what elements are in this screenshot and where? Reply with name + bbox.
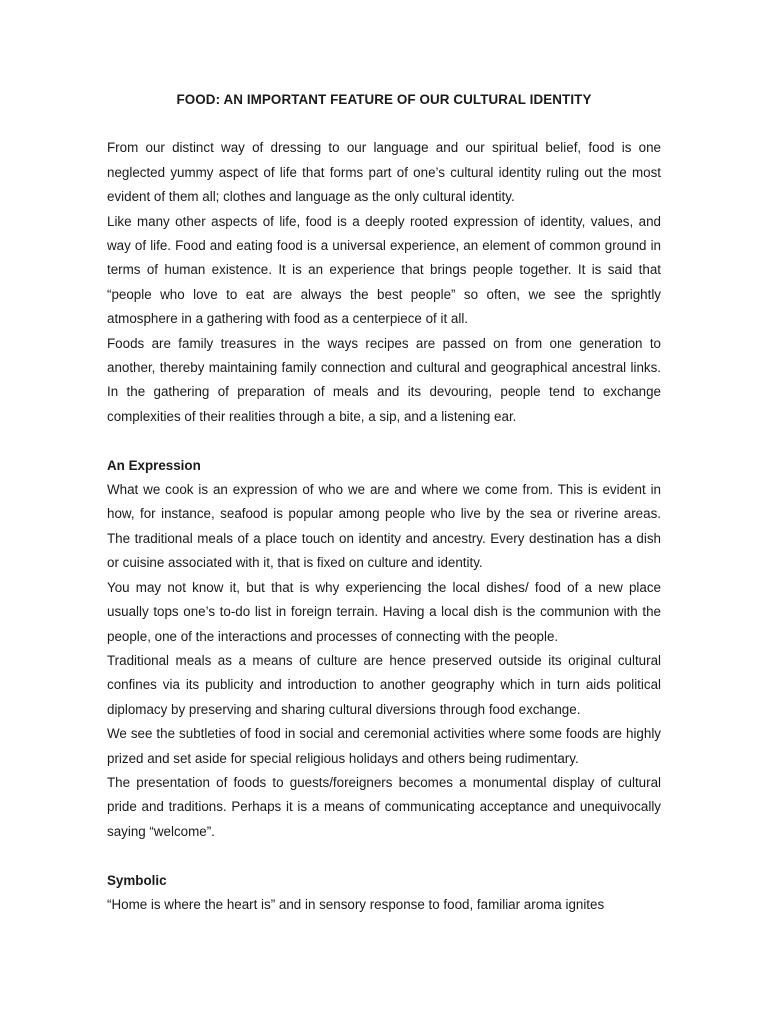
document-title: FOOD: AN IMPORTANT FEATURE OF OUR CULTURAL IDENTITY bbox=[176, 92, 592, 107]
section-paragraph: You may not know it, but that is why experiencing the local dishes/ food of a new place usually tops one’s to-do list in foreign terrain. Having a local dish is the communion with the people, one of the interactions and processes of connecting with the people. bbox=[107, 579, 661, 644]
section-paragraph: What we cook is an expression of who we are and where we come from. This is evident in how, for instance, seafood is popular among people who live by the sea or riverine areas. The traditional meals of a place touch on identity and ancestry. Every destination has a dish or cuisine associated with it, that is fixed on culture and identity. bbox=[107, 482, 661, 571]
section-paragraph: We see the subtleties of food in social and ceremonial activities where some foods are highly prized and set aside for special religious holidays and others being rudimentary. bbox=[107, 726, 661, 766]
document-page bbox=[107, 88, 661, 917]
section-heading-symbolic: Symbolic bbox=[107, 872, 167, 888]
intro-paragraph: Foods are family treasures in the ways recipes are passed on from one generation to another, thereby maintaining family connection and cultural and geographical ancestral links. In the gathering of preparation of meals and its devouring, people tend to exchange complexities of their realities through a bite, a sip, and a listening ear. bbox=[107, 335, 661, 424]
section-paragraph: Traditional meals as a means of culture are hence preserved outside its original cultural confines via its publicity and introduction to another geography which in turn aids political diplomacy by preserving and sharing cultural diversions through food exchange. bbox=[107, 652, 661, 717]
section-paragraph: The presentation of foods to guests/foreigners becomes a monumental display of cultural pride and traditions. Perhaps it is a means of communicating acceptance and unequivocally saying “welcome”. bbox=[107, 774, 661, 839]
intro-paragraph: Like many other aspects of life, food is a deeply rooted expression of identity, values, and way of life. Food and eating food is a universal experience, an element of common ground in terms of human existence. It is an experience that brings people together. It is said that “people who love to eat are always the best people” so often, we see the sprightly atmosphere in a gathering with food as a centerpiece of it all. bbox=[107, 213, 661, 327]
section-paragraph: “Home is where the heart is” and in sensory response to food, familiar aroma ignites bbox=[107, 896, 605, 912]
section-heading-an-expression: An Expression bbox=[107, 457, 201, 473]
intro-paragraph: From our distinct way of dressing to our language and our spiritual belief, food is one neglected yummy aspect of life that forms part of one’s cultural identity ruling out the most evident of them all; clothes and language as the only cultural identity. bbox=[107, 140, 661, 205]
